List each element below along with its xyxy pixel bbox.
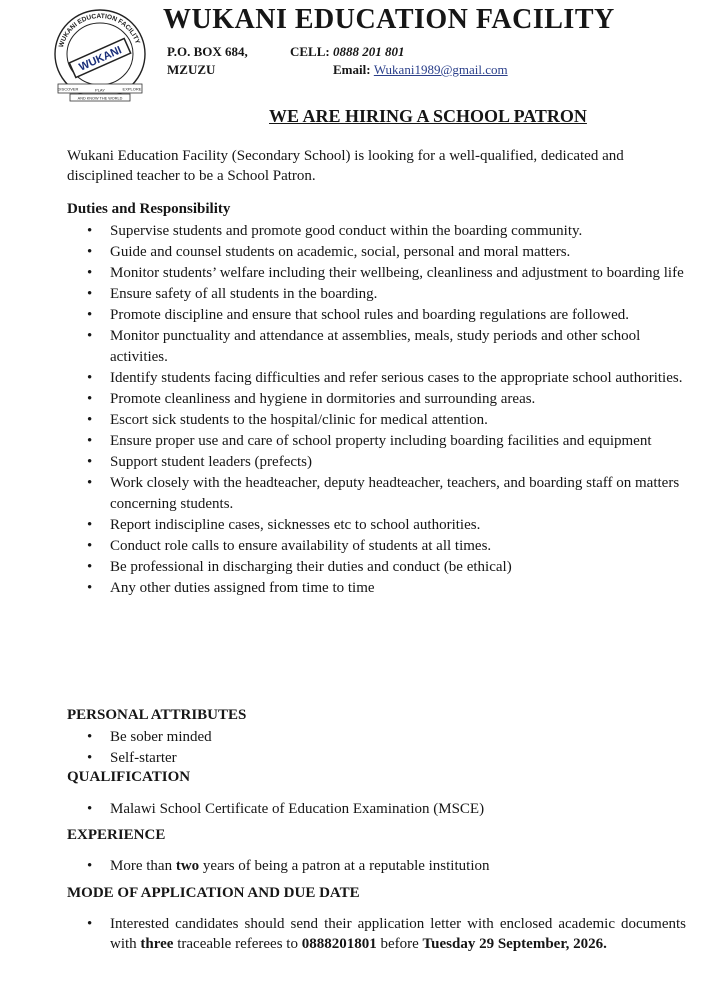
list-item: • Report indiscipline cases, sicknesses etc to school authorities.	[84, 515, 686, 536]
advert-title: WE ARE HIRING A SCHOOL PATRON	[269, 106, 587, 126]
cell-label: CELL:	[290, 44, 330, 59]
list-item: • Monitor punctuality and attendance at assemblies, meals, study periods and other school activities.	[84, 326, 686, 368]
cell-contact	[290, 44, 404, 60]
list-item: • Identify students facing difficulties and refer serious cases to the appropriate school authorities.	[84, 368, 686, 389]
experience-heading: EXPERIENCE	[67, 827, 166, 843]
list-item: • Malawi School Certificate of Education Examination (MSCE)	[84, 799, 686, 820]
list-item: • Ensure safety of all students in the boarding.	[84, 284, 686, 305]
po-box: P.O. BOX 684,	[167, 44, 248, 59]
list-item: • Escort sick students to the hospital/clinic for medical attention.	[84, 410, 686, 431]
list-item: • Supervise students and promote good conduct within the boarding community.	[84, 221, 686, 242]
attributes-heading: PERSONAL ATTRIBUTES	[67, 707, 247, 723]
logo-motto-right: EXPLORE	[122, 86, 142, 92]
logo-motto-bottom: AND KNOW THE WORLD	[77, 96, 123, 101]
qualification-heading: QUALIFICATION	[67, 769, 191, 785]
school-logo	[52, 6, 148, 104]
city: MZUZU	[167, 62, 216, 77]
email-label: Email:	[333, 62, 371, 77]
list-item: • Promote cleanliness and hygiene in dormitories and surrounding areas.	[84, 389, 686, 410]
intro-paragraph: Wukani Education Facility (Secondary School) is looking for a well-qualified, dedicated and disciplined teacher to be a School Patron.	[67, 148, 624, 184]
experience-list	[84, 856, 686, 877]
list-item: • Ensure proper use and care of school property including boarding facilities and equipment	[84, 431, 686, 452]
list-item: • Self-starter	[84, 748, 686, 769]
logo-motto-left: DISCOVER	[57, 86, 79, 92]
list-item: • Monitor students’ welfare including their wellbeing, cleanliness and adjustment to boarding life	[84, 263, 686, 284]
list-item: • Any other duties assigned from time to time	[84, 578, 686, 599]
qualification-list	[84, 799, 686, 820]
list-item: • Promote discipline and ensure that school rules and boarding regulations are followed.	[84, 305, 686, 326]
email-link[interactable]: Wukani1989@gmail.com	[373, 62, 508, 77]
organization-name: WUKANI EDUCATION FACILITY	[163, 4, 615, 35]
duties-heading: Duties and Responsibility	[67, 201, 231, 217]
list-item: • Interested candidates should send their application letter with enclosed academic documents with three traceable referees to 0888201801 before Tuesday 29 September, 2026.	[84, 914, 686, 954]
list-item: • More than two years of being a patron at a reputable institution	[84, 856, 686, 877]
list-item: • Be professional in discharging their duties and conduct (be ethical)	[84, 557, 686, 578]
application-heading: MODE OF APPLICATION AND DUE DATE	[67, 885, 360, 901]
logo-ring-text: WUKANI EDUCATION FACILITY	[58, 12, 141, 49]
logo-motto-mid: PLAY	[95, 87, 105, 93]
logo-banner-text: WUKANI	[77, 44, 124, 74]
list-item: • Support student leaders (prefects)	[84, 452, 686, 473]
list-item: • Guide and counsel students on academic, social, personal and moral matters.	[84, 242, 686, 263]
list-item: • Be sober minded	[84, 727, 686, 748]
attributes-list	[84, 727, 686, 769]
cell-number: 0888 201 801	[332, 44, 405, 59]
list-item: • Work closely with the headteacher, deputy headteacher, teachers, and boarding staff on matters concerning students.	[84, 473, 686, 515]
list-item: • Conduct role calls to ensure availability of students at all times.	[84, 536, 686, 557]
email-contact	[333, 62, 508, 78]
application-list	[84, 914, 686, 954]
duties-list	[84, 221, 686, 599]
